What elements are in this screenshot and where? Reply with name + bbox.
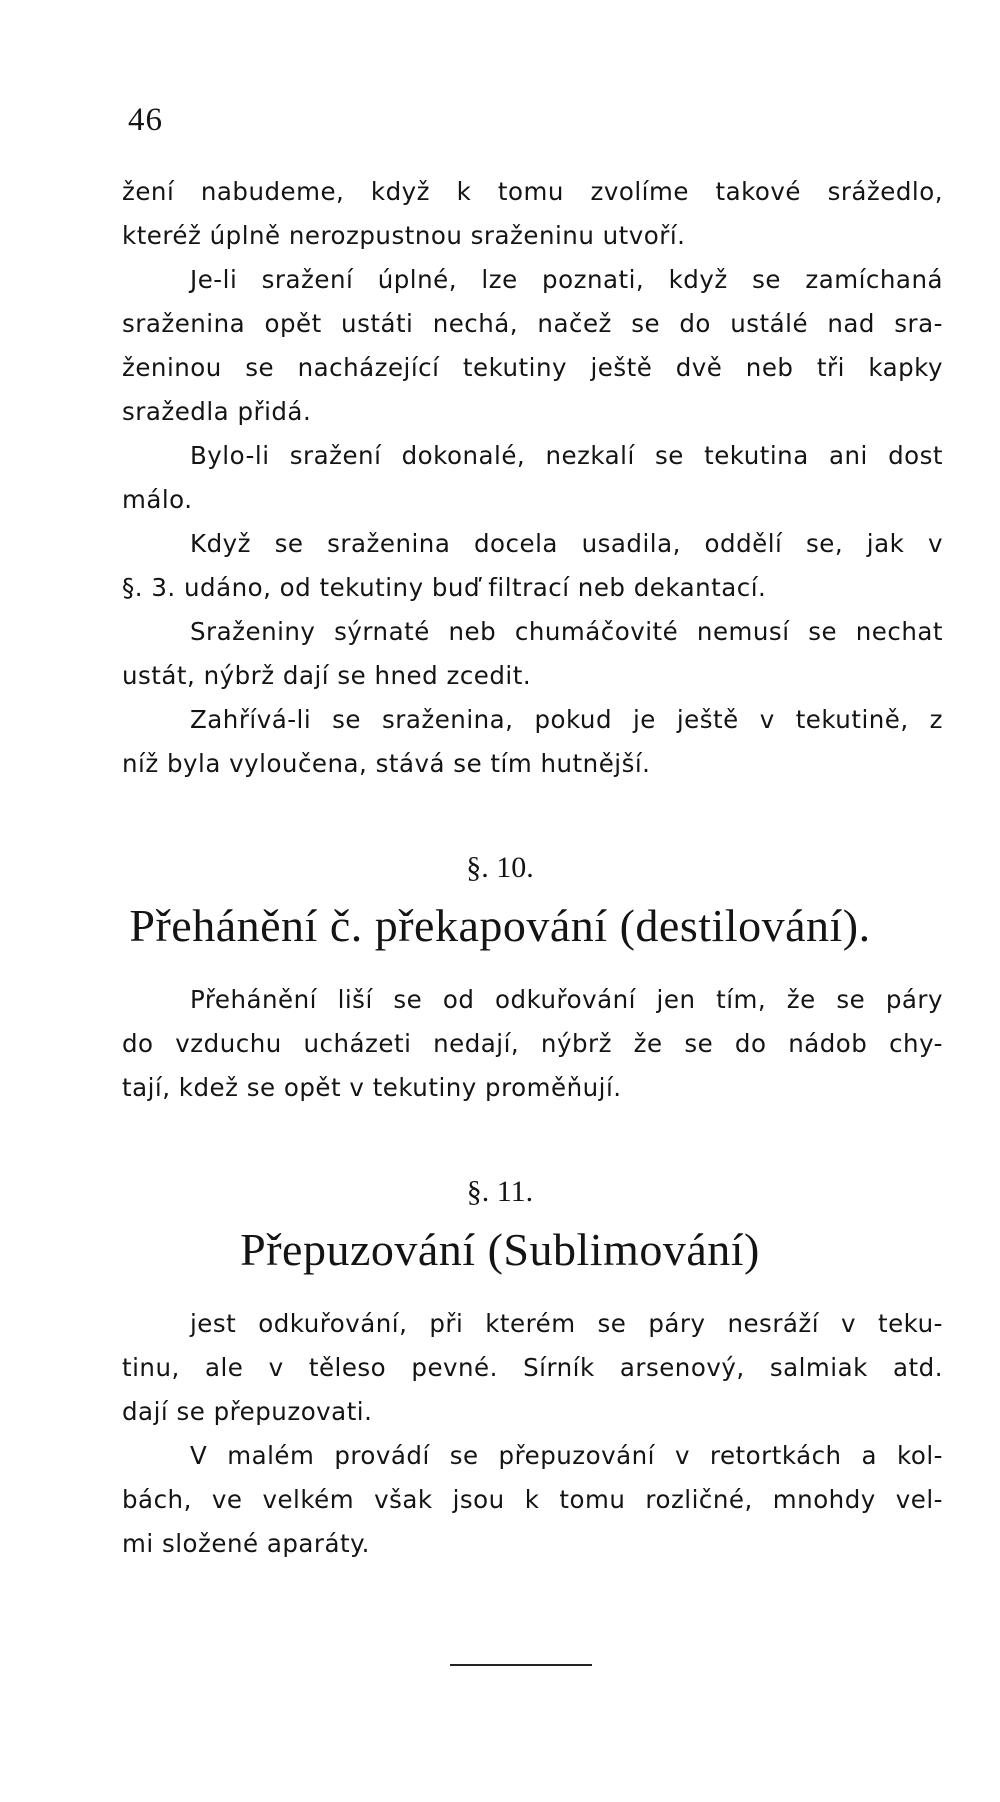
section-title: Přepuzování (Sublimování) (240, 1224, 760, 1275)
text-line: do vzduchu ucházeti nedají, nýbrž že se do nádob chy- (122, 1029, 943, 1058)
text-line: tinu, ale v těleso pevné. Sírník arsenový, salmiak atd. (122, 1353, 943, 1382)
section-title: Přehánění č. překapování (destilování). (129, 900, 871, 951)
text-line: Bylo-li sražení dokonalé, nezkalí se tekutina ani dost (190, 441, 943, 470)
text-line: bách, ve velkém však jsou k tomu rozličné, mnohdy vel- (122, 1485, 943, 1514)
text-line: Přehánění liší se od odkuřování jen tím, že se páry (190, 985, 943, 1014)
text-line: V malém provádí se přepuzování v retortkách a kol- (190, 1441, 943, 1470)
text-line: jest odkuřování, při kterém se páry nesráží v teku- (190, 1309, 943, 1338)
text-line: ženinou se nacházející tekutiny ještě dvě neb tři kapky (122, 353, 943, 382)
text-line: kteréž úplně nerozpustnou sraženinu utvoří. (122, 221, 686, 250)
text-line: sraženina opět ustáti nechá, načež se do ustálé nad sra- (122, 309, 943, 338)
text-line: dají se přepuzovati. (122, 1397, 373, 1426)
text-line: §. 3. udáno, od tekutiny buď filtrací neb dekantací. (122, 573, 767, 602)
text-line: tají, kdež se opět v tekutiny proměňují. (122, 1073, 622, 1102)
page-number: 46 (128, 102, 163, 138)
text-line: žení nabudeme, když k tomu zvolíme takové srážedlo, (122, 177, 943, 206)
end-rule (450, 1664, 592, 1666)
text-line: Sraženiny sýrnaté neb chumáčovité nemusí se nechat (190, 617, 943, 646)
section-number: §. 11. (466, 1175, 534, 1208)
text-line: Je-li sražení úplné, lze poznati, když se zamíchaná (190, 265, 943, 294)
text-line: sražedla přidá. (122, 397, 312, 426)
text-line: Zahřívá-li se sraženina, pokud je ještě v tekutině, z (190, 705, 943, 734)
text-line: mi složené aparáty. (122, 1529, 370, 1558)
text-line: níž byla vyloučena, stává se tím hutnější. (122, 749, 651, 778)
text-line: Když se sraženina docela usadila, oddělí se, jak v (190, 529, 943, 558)
text-line: ustát, nýbrž dají se hned zcedit. (122, 661, 532, 690)
text-line: málo. (122, 485, 193, 514)
section-number: §. 10. (466, 851, 534, 884)
